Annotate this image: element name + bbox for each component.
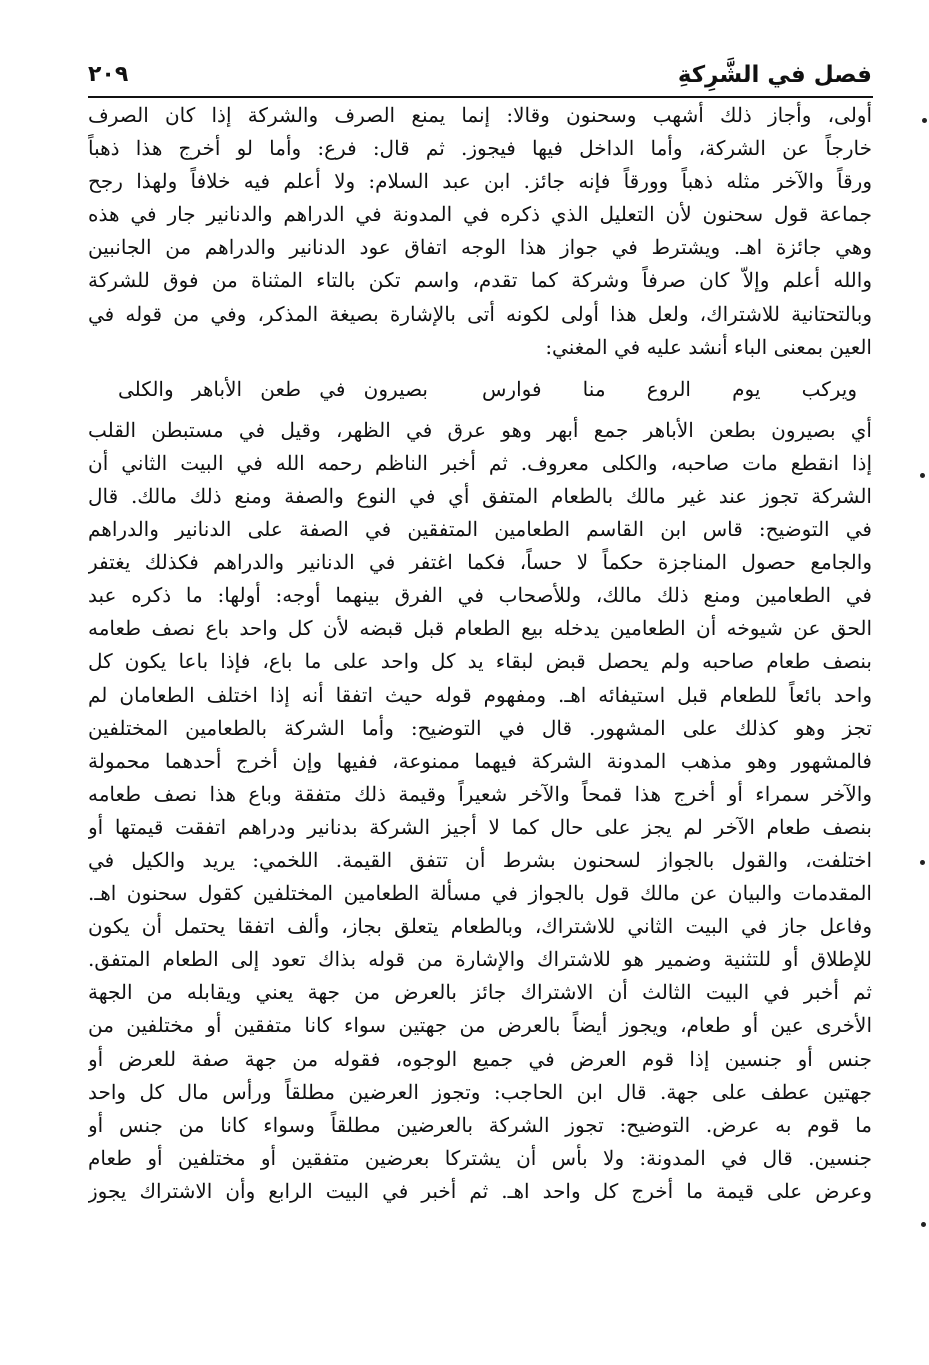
text-line: ثم أخبر في البيت الثالث أن الاشتراك جائز بالعرض من جهة يعني ويقابله من الجهة: [88, 980, 872, 1005]
scan-margin-dot: [920, 473, 925, 478]
scan-margin-dot: [921, 1222, 926, 1227]
text-line: ما قوم به عرض. التوضيح: تجوز الشركة بالعرضين مطلقاً وسواء كانا من جنس أو: [88, 1112, 872, 1137]
paragraph-1: [88, 99, 872, 364]
body-text: [88, 99, 872, 1208]
paragraph-2: [88, 414, 872, 1208]
text-line: والله أعلم وإلاّ كان صرفاً وشركة كما تقدم، واسم تكن بالتاء المثناة من فوق للشركة: [88, 268, 872, 293]
text-line: الأخرى عين أو طعام، ويجوز أيضاً بالعرض من جهتين سواء كانا متفقين أو مختلفين من: [88, 1013, 872, 1038]
text-line: العين بمعنى الباء أنشد عليه في المغني:: [545, 334, 872, 359]
scan-margin-dot: [922, 118, 927, 123]
poetry-verse: [88, 364, 872, 414]
text-line: وهي جائزة اهـ. ويشترط في جواز هذا الوجه اتفاق عود الدنانير والدراهم من الجانبين: [88, 235, 872, 260]
text-line: بنصف طعام صاحبه ولم يحصل قبض لبقاء يد كل واحد على ما باع، فإذا باعا يكون كل: [88, 649, 872, 674]
text-line: المقدمات والبيان عن مالك قول بالجواز في مسألة الطعامين المختلفين كقول سحنون اهـ.: [88, 881, 872, 906]
text-line: والآخر سمراء أو أخرج هذا قمحاً والآخر شعيراً وقيمة ذلك متفقة وباع هذا نصف طعامه: [88, 781, 872, 806]
scan-margin-dot: [920, 860, 925, 865]
text-line: إذا انقطع مات صاحبه، والكلى معروف. ثم أخبر الناظم رحمه الله في البيت الثاني أن: [88, 450, 872, 475]
text-line: جهتين عطف على جهة. قال ابن الحاجب: وتجوز العرضين مطلقاً ورأس مال كل واحد: [88, 1079, 872, 1104]
page-header: [88, 56, 872, 96]
text-line: بنصف طعام الآخر لم يجز على حال كما لا أجيز الشركة بدنانير ودراهم اتفقت قيمتها أو: [88, 814, 872, 839]
text-line: فالمشهور وهو مذهب المدونة الشركة فيهما ممنوعة، ففيها وإن أخرج أحدهما محمولة: [88, 748, 872, 773]
text-line: في التوضيح: قاس ابن القاسم الطعامين المتفقين في الصفة على الدنانير والدراهم: [88, 517, 872, 542]
verse-second-hemistich: بصيرون في طعن الأباهر والكلى: [118, 376, 428, 401]
text-line: اختلفت، والقول بالجواز لسحنون بشرط أن تتفق القيمة. اللخمي: يريد والكيل في: [88, 847, 872, 872]
chapter-title: فصل في الشَّرِكةِ: [677, 62, 872, 88]
text-line: جماعة قول سحنون لأن التعليل الذي ذكره في المدونة في الدراهم والدنانير جار في هذه: [88, 202, 872, 227]
text-line: تجز وهو كذلك على المشهور. قال في التوضيح: وأما الشركة بالطعامين المختلفين: [88, 715, 872, 740]
text-line: الشركة تجوز عند غير مالك بالطعام المتفق أي في النوع والصفة ومنع ذلك مالك. قال: [88, 483, 872, 508]
text-line: وعرض على قيمة ما أخرج كل واحد اهـ. ثم أخبر في البيت الرابع وأن الاشتراك يجوز: [88, 1178, 872, 1203]
text-line: الحق عن شيوخه أن الطعامين يدخله بيع الطعام قبل قبضه لأن كل واحد باع نصف طعامه: [88, 616, 872, 641]
text-line: واحد بائعاً للطعام قبل استيفائه اهـ. ومفهوم قوله حيث اتفقا أنه إذا اختلف الطعامان لم: [88, 682, 872, 707]
text-line: وبالتحتانية للاشتراك، ولعل هذا أولى لكونه أتى بالإشارة بصيغة المذكر، وفي من قوله في: [88, 301, 872, 326]
text-line: جنس أو جنسين إذا قوم العرض في جميع الوجوه، فقوله من جهة صفة للعرض أو: [88, 1046, 872, 1071]
text-line: في الطعامين ومنع ذلك مالك، وللأصحاب في الفرق بينهما أوجه: أولها: ما ذكره عبد: [88, 583, 872, 608]
header-divider: [88, 96, 873, 98]
text-line: وفاعل جاز في البيت الثاني للاشتراك، وبالطعام يتعلق بجاز، وألف اتفقا يحتمل أن يكون: [88, 914, 872, 939]
text-line: جنسين. قال في المدونة: ولا بأس أن يشتركا بعرضين متفقين أو مختلفين أو طعام: [88, 1145, 872, 1170]
verse-first-hemistich: ويركب يوم الروع منا فوارس: [482, 376, 857, 401]
text-line: ورقاً والآخر مثله ذهباً وورقاً فإنه جائز. ابن عبد السلام: ولا أعلم فيه خلافاً ولهذا رجح: [88, 169, 872, 194]
text-line: أولى، وأجاز ذلك أشهب وسحنون وقالا: إنما يمنع الصرف والشركة إذا كان الصرف: [88, 103, 872, 127]
page-number: ٢٠٩: [88, 62, 129, 87]
text-line: خارجاً عن الشركة، وأما الداخل فيها فيجوز. ثم قال: فرع: وأما لو أخرج هذا ذهباً: [88, 136, 872, 161]
text-line: أي بصيرون بطعن الأباهر جمع أبهر وهو عرق في الظهر، وقيل في مستبطن القلب: [88, 417, 872, 442]
text-line: والجامع حصول المناجزة حكماً لا حساً، فكما اغتفر في الدنانير والدراهم فكذلك يغتفر: [88, 550, 872, 575]
text-line: للإطلاق أو للتثنية وضمير هو للاشتراك والإشارة من قوله بذاك تعود إلى الطعام المتفق.: [88, 947, 872, 972]
